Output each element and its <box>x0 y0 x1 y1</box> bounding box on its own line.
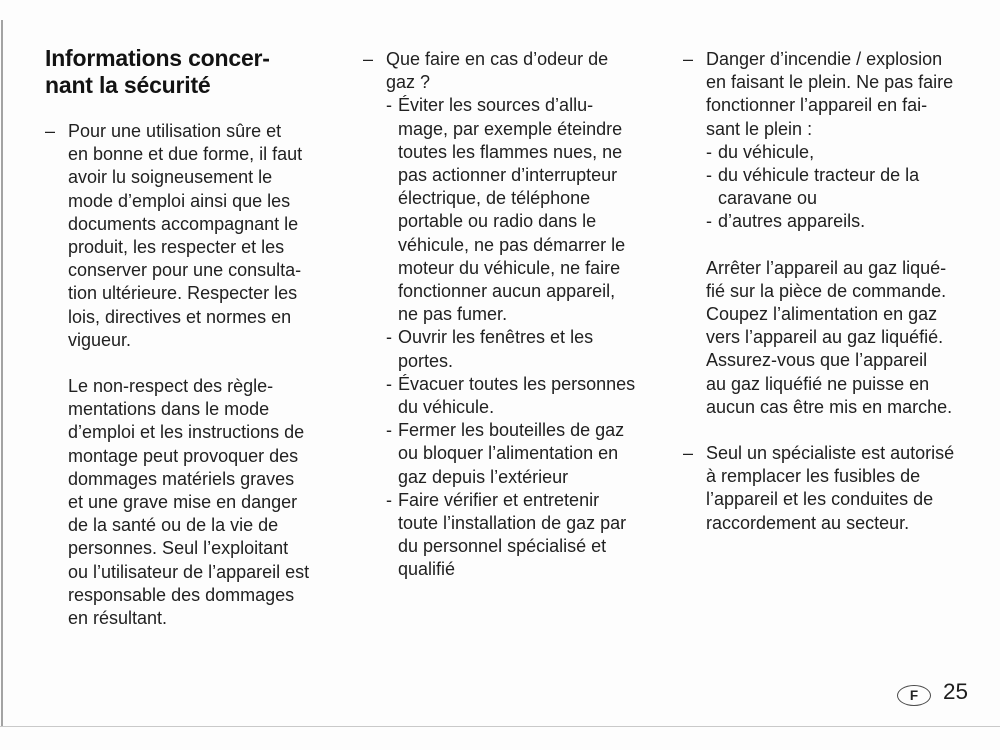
text-column-3 <box>683 48 983 535</box>
text-line: Évacuer toutes les personnes <box>398 373 636 394</box>
text-line: ne pas fumer. <box>398 304 508 325</box>
text-line: responsable des dommages <box>68 584 295 605</box>
text-line: du véhicule, <box>718 141 815 162</box>
text-line: fié sur la pièce de commande. <box>706 280 947 301</box>
dash-marker: - <box>706 211 712 232</box>
list-item <box>45 120 345 352</box>
text-column-1 <box>45 45 345 630</box>
list-item <box>683 442 983 535</box>
text-line: Faire vérifier et entretenir <box>398 489 600 510</box>
text-line: l’appareil et les conduites de <box>706 489 934 510</box>
text-line: gaz ? <box>386 72 431 93</box>
text-line: Que faire en cas d’odeur de <box>386 49 609 69</box>
text-line: fonctionner l’appareil en fai- <box>706 95 928 116</box>
country-badge-letter: F <box>909 688 919 703</box>
text-column-2 <box>363 48 663 582</box>
text-line: conserver pour une consulta- <box>68 260 302 281</box>
dash-marker: - <box>386 420 392 441</box>
text-line: Assurez-vous que l’appareil <box>706 350 928 371</box>
dash-marker: - <box>386 373 392 394</box>
text-line: et une grave mise en danger <box>68 492 298 513</box>
text-line: du véhicule. <box>398 397 495 418</box>
list-item <box>363 48 663 94</box>
text-line: mode d’emploi ainsi que les <box>68 190 291 211</box>
text-line: Ouvrir les fenêtres et les <box>398 327 594 348</box>
dash-marker: - <box>386 489 392 510</box>
paragraph <box>45 375 345 630</box>
text-line: caravane ou <box>718 188 818 209</box>
text-line: au gaz liquéfié ne puisse en <box>706 373 930 394</box>
text-line: Coupez l’alimentation en gaz <box>706 304 938 325</box>
text-line: en faisant le plein. Ne pas faire <box>706 72 954 93</box>
text-line: montage peut provoquer des <box>68 445 299 466</box>
dash-marker: – <box>683 443 694 464</box>
text-line: mage, par exemple éteindre <box>398 118 623 139</box>
sub-list-item <box>363 326 663 372</box>
text-line: du personnel spécialisé et <box>398 536 607 557</box>
text-line: mentations dans le mode <box>68 399 270 420</box>
text-line: vigueur. <box>68 329 132 350</box>
text-line: sant le plein : <box>706 118 813 139</box>
sub-list-item <box>683 141 983 164</box>
text-line: aucun cas être mis en marche. <box>706 396 953 417</box>
text-line: nant la sécurité <box>45 72 211 98</box>
text-line: produit, les respecter et les <box>68 237 285 258</box>
dash-marker: - <box>386 95 392 116</box>
sub-list-item <box>363 373 663 419</box>
text-line: Fermer les bouteilles de gaz <box>398 420 625 441</box>
dash-marker: – <box>683 49 694 69</box>
text-line: tion ultérieure. Respecter les <box>68 283 298 304</box>
page-left-edge-rule <box>1 20 3 726</box>
text-line: toutes les flammes nues, ne <box>398 141 623 162</box>
section-title <box>45 45 345 99</box>
text-line: gaz depuis l’extérieur <box>398 466 569 487</box>
page-number: 25 <box>943 679 969 704</box>
text-line: Le non-respect des règle- <box>68 376 274 397</box>
text-line: véhicule, ne pas démarrer le <box>398 234 626 255</box>
text-line: raccordement au secteur. <box>706 512 910 533</box>
text-line: avoir lu soigneusement le <box>68 167 273 188</box>
text-line: en résultant. <box>68 608 168 629</box>
text-line: dommages matériels graves <box>68 468 295 489</box>
dash-marker: - <box>386 327 392 348</box>
dash-marker: – <box>45 121 56 141</box>
text-line: ou bloquer l’alimentation en <box>398 443 619 464</box>
dash-marker: - <box>706 165 712 186</box>
text-line: toute l’installation de gaz par <box>398 513 627 534</box>
text-line: lois, directives et normes en <box>68 306 292 327</box>
text-line: Seul un spécialiste est autorisé <box>706 443 955 464</box>
text-line: pas actionner d’interrupteur <box>398 165 618 186</box>
text-line: d’emploi et les instructions de <box>68 422 305 443</box>
text-line: moteur du véhicule, ne faire <box>398 257 621 278</box>
text-line: Danger d’incendie / explosion <box>706 49 943 69</box>
text-line: ou l’utilisateur de l’appareil est <box>68 561 310 582</box>
text-line: vers l’appareil au gaz liquéfié. <box>706 327 944 348</box>
text-line: fonctionner aucun appareil, <box>398 281 616 302</box>
sub-list-item <box>683 210 983 233</box>
page-bottom-rule <box>0 726 1000 727</box>
text-line: personnes. Seul l’exploitant <box>68 538 289 559</box>
text-line: en bonne et due forme, il faut <box>68 144 303 165</box>
text-line: documents accompagnant le <box>68 213 299 234</box>
list-item <box>683 48 983 141</box>
sub-list-item <box>363 419 663 489</box>
text-line: d’autres appareils. <box>718 211 866 232</box>
sub-list-item <box>683 164 983 210</box>
text-line: à remplacer les fusibles de <box>706 466 921 487</box>
sub-list-item <box>363 94 663 326</box>
paragraph <box>683 257 983 419</box>
text-line: Arrêter l’appareil au gaz liqué- <box>706 257 947 278</box>
text-line: qualifié <box>398 559 456 580</box>
dash-marker: - <box>706 141 712 162</box>
text-line: portes. <box>398 350 454 371</box>
text-line: du véhicule tracteur de la <box>718 165 920 186</box>
dash-marker: – <box>363 49 374 69</box>
text-line: portable ou radio dans le <box>398 211 597 232</box>
sub-list-item <box>363 489 663 582</box>
text-line: Éviter les sources d’allu- <box>398 95 594 116</box>
text-line: électrique, de téléphone <box>398 188 591 209</box>
text-line: Pour une utilisation sûre et <box>68 121 282 141</box>
text-line: de la santé ou de la vie de <box>68 515 279 536</box>
country-badge <box>897 685 931 706</box>
text-line: Informations concer- <box>45 45 270 71</box>
